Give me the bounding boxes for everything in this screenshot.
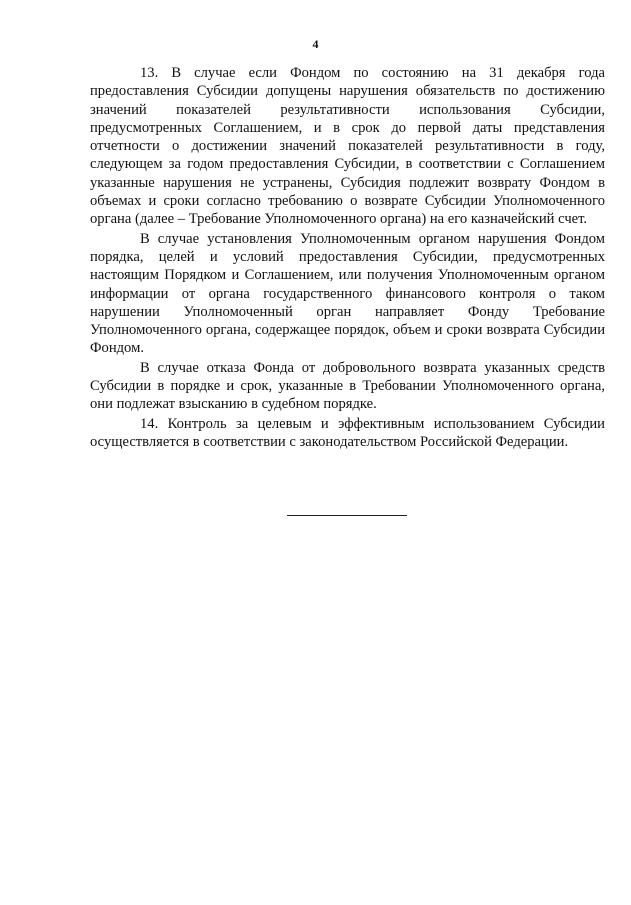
paragraph-14: 14. Контроль за целевым и эффективным использованием Субсидии осуществляется в соответствии с законодательством Российской Федерации. [90,415,605,450]
document-body [90,64,605,452]
paragraph-violation: В случае установления Уполномоченным органом нарушения Фондом порядка, целей и условий предоставления Субсидии, предусмотренных настоящим Порядком и Соглашением, или получения Уполномоченным органом информации от органа государственного финансового контроля о таком нарушении Уполномоченный орган направляет Фонду Требование Уполномоченного органа, содержащее порядок, объем и сроки возврата Субсидии Фондом. [90,230,605,357]
page-number: 4 [312,37,319,51]
paragraph-13: 13. В случае если Фондом по состоянию на 31 декабря года предоставления Субсидии допущены нарушения обязательств по достижению значений показателей результативности использования Субсидии, предусмотренных Соглашением, и в срок до первой даты представления отчетности о достижении значений показателей результативности в году, следующем за годом предоставления Субсидии, в соответствии с Соглашением указанные нарушения не устранены, Субсидия подлежит возврату Фондом в объемах и сроки согласно требованию о возврате Субсидии Уполномоченного органа (далее – Требование Уполномоченного органа) на его казначейский счет. [90,65,605,228]
paragraph-refusal: В случае отказа Фонда от добровольного возврата указанных средств Субсидии в порядке и срок, указанные в Требовании Уполномоченного органа, они подлежат взысканию в судебном порядке. [90,359,605,413]
end-divider [287,515,407,516]
